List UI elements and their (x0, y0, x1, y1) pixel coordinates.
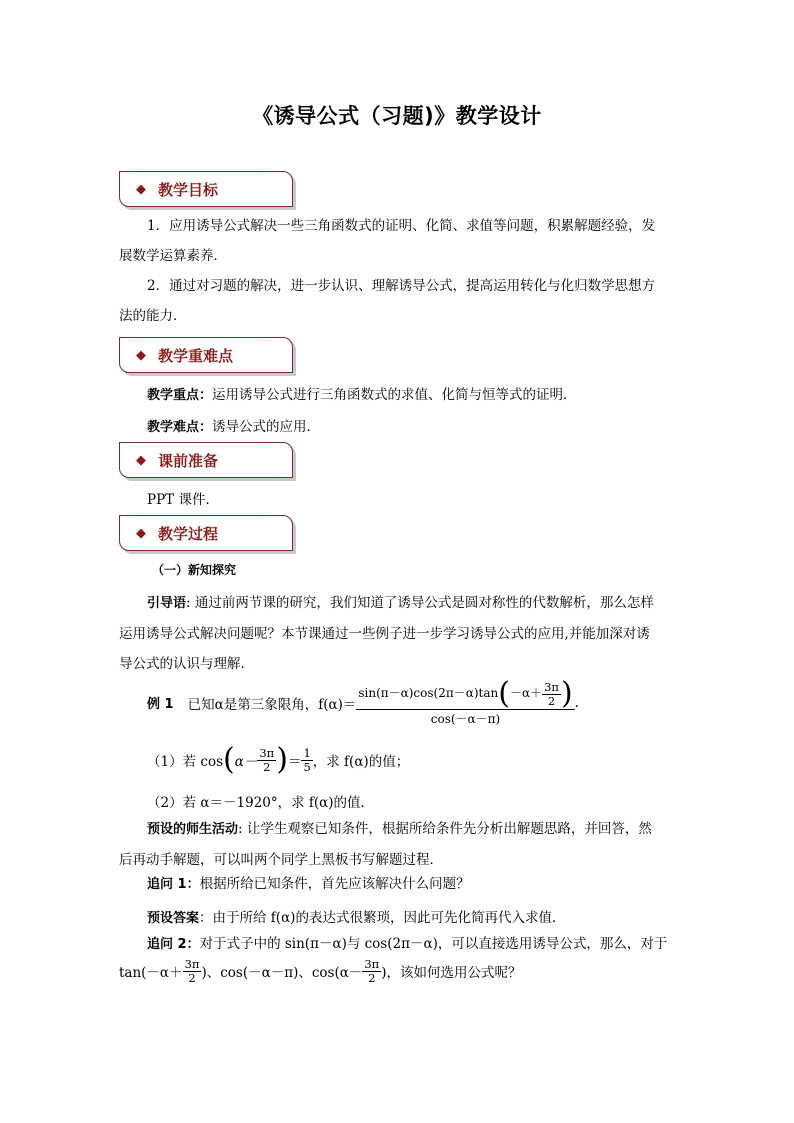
prep-text: PPT 课件． (147, 492, 219, 508)
tan-expr: tan(－α＋ (119, 965, 183, 982)
follow-up-1-text: 根据所给已知条件，首先应该解决什么问题？ (199, 876, 470, 892)
section-heading-label: 教学目标 (158, 180, 219, 199)
section-heading-label: 教学重难点 (158, 346, 234, 365)
question-2: （2）若 α＝－1920°，求 f(α)的值． (147, 795, 375, 811)
frac-num: 3π (364, 957, 380, 971)
key-point-line (147, 383, 577, 403)
fraction-3pi-over-2 (542, 681, 561, 707)
example-numerator-inner: －α＋ (509, 686, 543, 701)
section-heading-label: 教学过程 (158, 524, 219, 543)
follow-up-2-line-2 (119, 958, 522, 984)
intro-line-3: 导公式的认识与理解． (119, 656, 254, 672)
question-1 (147, 742, 410, 777)
fraction-3pi-over-2 (257, 747, 276, 773)
key-point-text: 运用诱导公式进行三角函数式的求值、化简与恒等式的证明． (212, 387, 577, 403)
example-numerator-text: sin(π－α)cos(2π－α)tan (358, 686, 499, 701)
paren-left: ( (498, 676, 510, 711)
fraction-3pi-over-2 (362, 958, 381, 984)
follow-up-2 (147, 932, 667, 952)
q1-eq: ＝ (287, 754, 302, 770)
cos-expr: )、cos(－α－π)、cos(α－ (201, 965, 363, 982)
goal-item-1-line-2: 展数学运算素养． (119, 248, 227, 264)
example-1 (147, 676, 579, 726)
example-fraction (356, 676, 574, 726)
example-text: 已知α是第三象限角，f(α)＝ (187, 696, 357, 713)
difficulty-text: 诱导公式的应用． (212, 419, 321, 435)
section-heading-process (119, 515, 293, 551)
intro-text-1: : 通过前两节课的研究，我们知道了诱导公式是圆对称性的代数解析，那么怎样 (186, 595, 654, 611)
preset-text-1: : 让学生观察已知条件，根据所给条件先分析出解题思路，并回答，然 (238, 821, 652, 837)
page-title: 《诱导公式（习题)》教学设计 (252, 104, 542, 128)
q1-inner: α－ (234, 754, 258, 770)
intro-line-2: 运用诱导公式解决问题呢？本节课通过一些例子进一步学习诱导公式的应用,并能加深对诱 (119, 626, 650, 642)
difficulty-line (147, 415, 320, 435)
example-label: 例 1 (147, 697, 174, 713)
key-point-label: 教学重点： (147, 388, 213, 403)
follow-up-1-label: 追问 1： (147, 877, 200, 892)
diamond-icon: ◆ (136, 525, 146, 541)
frac-num: 3π (544, 679, 559, 694)
goal-item-1-line-1: 1．应用诱导公式解决一些三角函数式的证明、化简、求值等问题，积累解题经验，发 (147, 218, 656, 234)
preset-answer-text: ：由于所给 f(α)的表达式很繁琐，因此可先化简再代入求值． (199, 910, 566, 926)
section-heading-label: 课前准备 (158, 451, 219, 470)
preset-answer (147, 906, 565, 926)
intro-paragraph (119, 588, 675, 679)
section-heading-goals (119, 171, 293, 207)
example-denominator: cos(－α－π) (430, 712, 501, 726)
subsection-title: （一）新知探究 (152, 563, 237, 577)
frac-den: 2 (368, 970, 376, 985)
intro-line-1 (119, 588, 675, 619)
follow-up-1 (147, 872, 470, 892)
frac-num: 3π (184, 957, 200, 971)
q1-suffix: ，求 f(α)的值； (312, 754, 410, 770)
diamond-icon: ◆ (136, 347, 146, 363)
q1-prefix: （1）若 cos (147, 754, 223, 770)
section-heading-keypoints (119, 337, 293, 373)
intro-label: 引导语 (147, 596, 187, 611)
frac-num: 3π (259, 745, 275, 760)
goal-item-2-line-1: 2．通过对习题的解决，进一步认识、理解诱导公式，提高运用转化与化归数学思想方 (147, 278, 656, 294)
diamond-icon: ◆ (136, 181, 146, 197)
preset-line-2: 后再动手解题，可以叫两个同学上黑板书写解题过程． (119, 852, 443, 868)
difficulty-label: 教学难点： (147, 420, 213, 435)
goals-paragraph (119, 211, 675, 331)
preset-label: 预设的师生活动 (147, 822, 239, 837)
goal-item-2-line-2: 法的能力． (119, 308, 187, 324)
paren-right: ) (560, 676, 573, 711)
preset-paragraph (119, 814, 675, 875)
paren-left: ( (223, 742, 235, 777)
frac-den: 2 (547, 693, 556, 708)
fraction-1-over-5 (301, 747, 312, 773)
frac-den: 2 (188, 970, 196, 985)
follow-up-2-text: 对于式子中的 sin(π－α)与 cos(2π－α)，可以直接选用诱导公式，那么，对于 (199, 936, 668, 952)
section-heading-prep (119, 442, 293, 478)
fraction-3pi-over-2 (183, 958, 202, 984)
period: . (574, 694, 579, 711)
follow-up-2-label: 追问 2： (147, 937, 200, 952)
preset-answer-label: 预设答案 (147, 911, 200, 926)
preset-line-1 (119, 814, 675, 845)
question-end: )，该如何选用公式呢？ (381, 965, 522, 982)
frac-num: 1 (303, 745, 311, 760)
diamond-icon: ◆ (136, 452, 146, 468)
frac-den: 5 (303, 759, 311, 774)
example-numerator (356, 676, 574, 711)
paren-right: ) (276, 742, 288, 777)
frac-den: 2 (263, 759, 271, 774)
